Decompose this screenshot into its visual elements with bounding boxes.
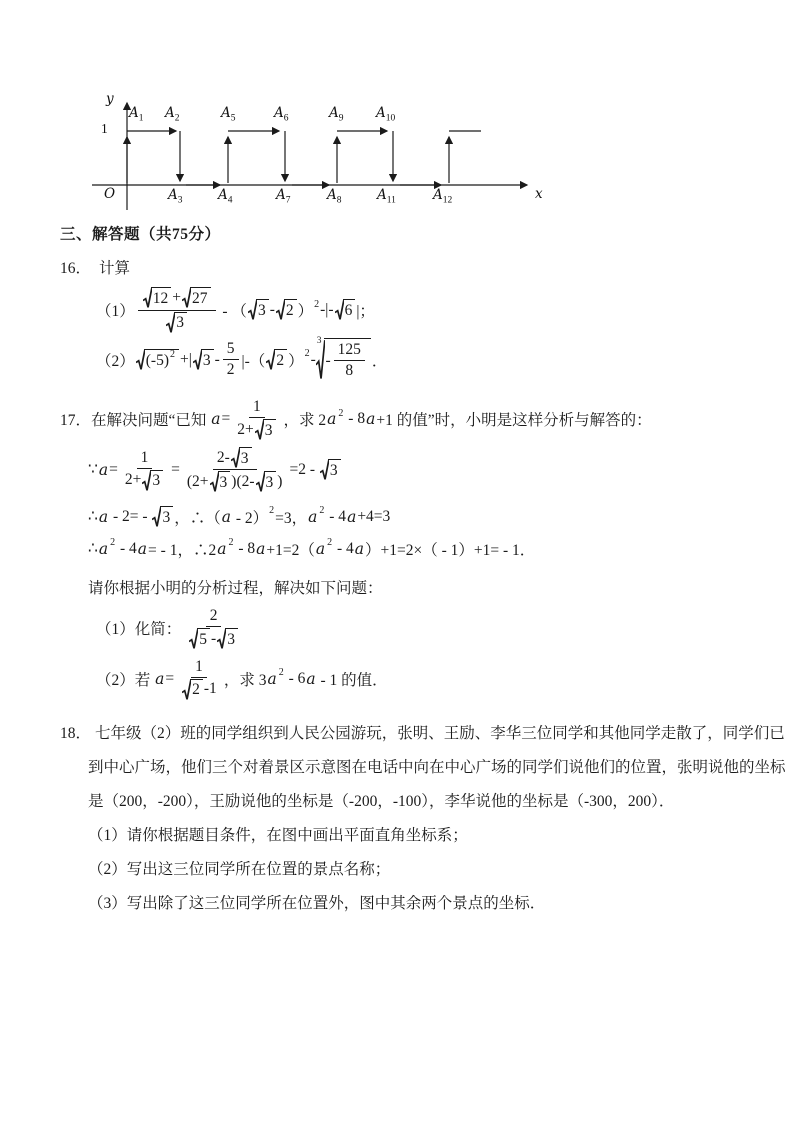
math-variable: a <box>347 507 357 526</box>
square-root: 3 <box>248 299 269 321</box>
math-variable: a <box>98 539 109 558</box>
square-root: 5 <box>189 628 210 650</box>
problem-16-formula-1: （1） 12 + 27 3 - （ 3 - 2 ） 2 -|- 6 |； <box>96 286 793 334</box>
square-root: 2 <box>276 299 297 321</box>
point-label: $A_8$ <box>327 187 342 206</box>
point-label: $A_6$ <box>274 105 289 124</box>
problem-17-step-1: ∵ a = 1 2+ 3 = 2- 3 (2+ 3 )(2- 3 ) =2 - 3 <box>88 446 793 494</box>
math-superscript: 2 <box>269 505 275 517</box>
point-label: $A_{12}$ <box>433 187 453 206</box>
coordinate-figure <box>0 0 600 220</box>
square-root: 3 <box>231 447 252 469</box>
square-root: 2 <box>266 349 287 371</box>
axes-and-zigzag-path <box>0 0 600 220</box>
point-label: $A_5$ <box>221 105 236 124</box>
problem-18-number: 18． <box>60 725 92 743</box>
math-variable: a <box>267 669 277 688</box>
problem-17-note: 请你根据小明的分析过程，解决如下问题： <box>88 579 383 597</box>
math-variable: a <box>306 669 316 688</box>
problem-16-title <box>60 256 793 278</box>
square-root: 6 <box>335 299 356 321</box>
fraction: 2- 3 (2+ 3 )(2- 3 ) <box>183 446 287 494</box>
square-root: 3 <box>320 459 341 481</box>
problem-17-part-2: （2）若 a = 1 2 -1 ，求 3 a 2 - 6 a - 1 的值． <box>96 657 793 702</box>
math-variable: a <box>327 410 337 429</box>
problem-17-part-1: （1）化简： 2 5 - 3 <box>96 606 793 651</box>
problem-17-step-2: ∴ a - 2= - 3 ，∴（ a - 2） 2 =3， a 2 - 4 a +4=3 <box>88 505 391 527</box>
axis-label: O <box>104 186 116 202</box>
math-superscript: 2 <box>319 505 325 517</box>
root-index: 3 <box>316 336 322 347</box>
math-variable: a <box>217 539 227 558</box>
fraction: 12 + 27 3 <box>138 286 216 334</box>
math-variable: a <box>155 669 165 688</box>
fraction: 5 2 <box>223 339 239 380</box>
fraction: 1 2+ 3 <box>233 397 280 442</box>
point-label: $A_{11}$ <box>377 187 396 206</box>
math-variable: a <box>308 507 318 526</box>
problem-16-number: 16． <box>60 260 92 277</box>
square-root: 27 <box>182 287 211 309</box>
math-variable: a <box>221 507 231 526</box>
problem-17 <box>0 397 793 701</box>
square-root: (-5) 2 <box>136 349 179 371</box>
problem-18-line <box>60 717 793 751</box>
square-root: 12 <box>143 287 172 309</box>
math-superscript: 2 <box>338 407 344 419</box>
problem-16-formula-2: （2） (-5) 2 +| 3 - 5 2 |-（ 2 ） 2 - 3 - 125 8 ． <box>96 336 388 380</box>
point-label: $A_{10}$ <box>376 105 396 124</box>
square-root: 3 <box>255 419 276 441</box>
math-variable: a <box>256 539 266 558</box>
square-root: 3 <box>142 470 163 492</box>
square-root: 3 <box>217 628 238 650</box>
square-root: 3 <box>166 312 187 334</box>
math-superscript: 2 <box>278 667 284 679</box>
math-superscript: 2 <box>304 348 310 360</box>
section-heading: 三、解答题（共75分） <box>60 226 221 243</box>
square-root: 2 <box>182 679 203 701</box>
square-root: 3 <box>193 349 214 371</box>
square-root: 3 <box>256 471 277 493</box>
problem-18-line: 到中心广场，他们三个对着景区示意图在电话中向在中心广场的同学们说他们的位置，张明说他的坐标 <box>88 759 786 777</box>
square-root: 3 <box>210 471 231 493</box>
document-content <box>0 222 793 921</box>
fraction: 2 5 - 3 <box>184 606 243 651</box>
problem-18-part-1: （1）请你根据题目条件，在图中画出平面直角坐标系； <box>88 827 468 845</box>
problem-18-text: 七年级（2）班的同学组织到人民公园游玩，张明、王励、李华三位同学和其他同学走散了，同学们已 <box>95 725 785 743</box>
point-label: $A_4$ <box>218 187 233 206</box>
math-superscript: 2 <box>170 349 176 361</box>
axis-label: y <box>106 91 114 107</box>
point-label: $A_7$ <box>276 187 291 206</box>
math-variable: a <box>315 539 326 558</box>
math-variable: a <box>98 507 109 526</box>
math-variable: a <box>137 539 148 558</box>
axis-label: x <box>535 186 543 202</box>
problem-17-intro: 17．在解决问题“已知 a = 1 2+ 3 ，求 2 a 2 - 8 a +1 的值”时，小明是这样分析与解答的： <box>60 397 793 442</box>
math-superscript: 2 <box>327 537 333 549</box>
math-variable: a <box>98 460 109 479</box>
axis-label: 1 <box>101 121 108 136</box>
math-superscript: 2 <box>228 537 234 549</box>
point-label: $A_1$ <box>129 105 144 124</box>
problem-18 <box>0 717 793 921</box>
math-superscript: 2 <box>314 298 320 310</box>
problem-17-step-3: ∴ a 2 - 4 a = - 1，∴2 a 2 - 8 a +1=2（ a 2 - 4 a ）+1=2×（ - 1）+1= - 1． <box>88 537 536 559</box>
fraction: 1 2+ 3 <box>121 448 168 493</box>
problem-16 <box>0 256 793 381</box>
point-label: $A_9$ <box>329 105 344 124</box>
problem-18-line: 是（200，-200），王励说他的坐标是（-200，-100），李华说他的坐标是（-300，200）． <box>88 793 675 811</box>
math-variable: a <box>354 539 365 558</box>
point-label: $A_3$ <box>168 187 183 206</box>
math-variable: a <box>211 410 221 429</box>
problem-16-label: 计算 <box>99 260 131 277</box>
fraction: 125 8 <box>334 340 365 381</box>
problem-18-part-2: （2）写出这三位同学所在位置的景点名称； <box>88 861 391 879</box>
fraction: 1 2 -1 <box>177 657 221 702</box>
cube-root: 3 - 125 8 <box>317 338 371 381</box>
point-label: $A_2$ <box>165 105 180 124</box>
math-superscript: 2 <box>110 537 116 549</box>
problem-18-part-3: （3）写出除了这三位同学所在位置外，图中其余两个景点的坐标． <box>88 895 546 913</box>
math-variable: a <box>366 410 376 429</box>
square-root: 3 <box>152 506 173 528</box>
